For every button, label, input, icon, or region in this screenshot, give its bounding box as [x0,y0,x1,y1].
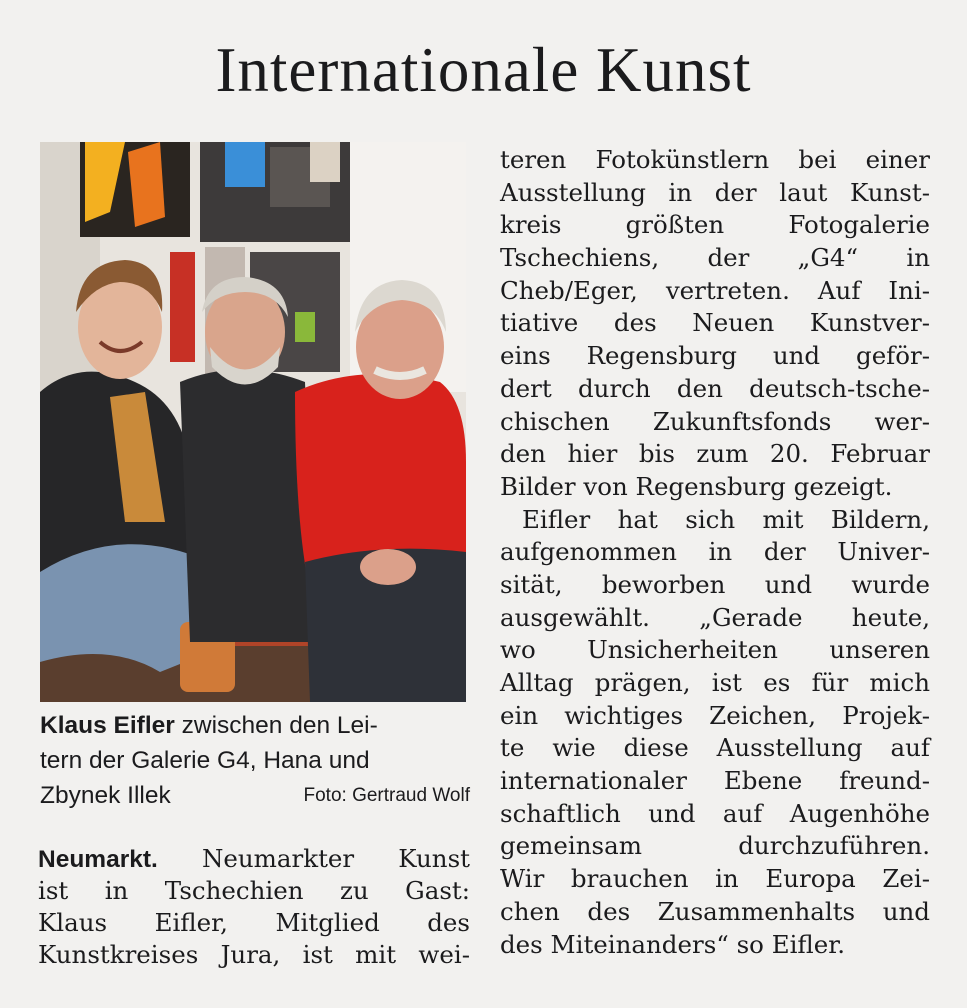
article-right-line: des Miteinanders“ so Eifler. [500,929,846,959]
caption-line-3-text: Zbynek Illek [40,782,171,809]
article-right-line: wo Unsicherheiten unseren [500,635,930,665]
photo-illustration [40,142,466,702]
article-left-line [38,843,470,875]
article-right-line: aufgenommen in der Univer- [500,537,930,567]
article-right-line: gemeinsam durchzuführen. [500,831,930,861]
article-right-line: dert durch den deutsch-tsche- [500,373,930,403]
article-left-line: Klaus Eifler, Mitglied des [38,908,470,937]
article-right-line: Alltag prägen, ist es für mich [500,668,930,697]
article-right-line: internationaler Ebene freund- [500,766,930,796]
article-right-line: chen des Zusammenhalts und [500,896,930,926]
article-column-right [500,144,930,961]
article-right-line: Bilder von Regensburg gezeigt. [500,471,893,501]
article-right-line: teren Fotokünstlern bei einer [500,145,930,174]
caption-name: Klaus Eifler [40,712,175,739]
article-right-line: Eifler hat sich mit Bildern, [522,504,930,534]
caption-line-1-rest: zwischen den Lei- [174,712,378,739]
article-left-line-text: Neumarkter Kunst [157,844,470,873]
article-column-left [38,843,470,971]
article-right-line: den hier bis zum 20. Februar [500,439,930,469]
article-right-line: schaftlich und auf Augenhöhe [500,798,930,828]
caption-line-2: tern der Galerie G4, Hana und [40,747,370,774]
article-right-line: sität, beworben und wurde [500,569,930,599]
headline: Internationale Kunst [215,35,752,105]
article-left-line: ist in Tschechien zu Gast: [38,876,470,905]
article-right-line: ausgewählt. „Gerade heute, [500,602,930,632]
article-right-line: Tschechiens, der „G4“ in [500,243,930,273]
photo-credit: Foto: Gertraud Wolf [303,785,470,806]
article-right-line: kreis größten Fotogalerie [500,210,930,240]
dateline: Neumarkt. [38,846,158,873]
photo-caption [40,708,470,813]
article-right-line: Cheb/Eger, vertreten. Auf Ini- [500,275,930,305]
article-right-line: te wie diese Ausstellung auf [500,733,930,763]
article-right-line: chischen Zukunftsfonds wer- [500,406,930,436]
article-right-line: Wir brauchen in Europa Zei- [500,864,930,894]
caption-line-3 [40,778,470,813]
article-right-line: tiative des Neuen Kunstver- [500,308,930,338]
article-right-line: eins Regensburg und geför- [500,341,930,371]
article-right-line: Ausstellung in der laut Kunst- [500,177,930,207]
article-right-line: ein wichtiges Zeichen, Projek- [500,700,930,730]
news-photo [40,142,466,702]
article-left-line: Kunstkreises Jura, ist mit wei- [38,940,470,969]
caption-line-1 [40,708,470,743]
